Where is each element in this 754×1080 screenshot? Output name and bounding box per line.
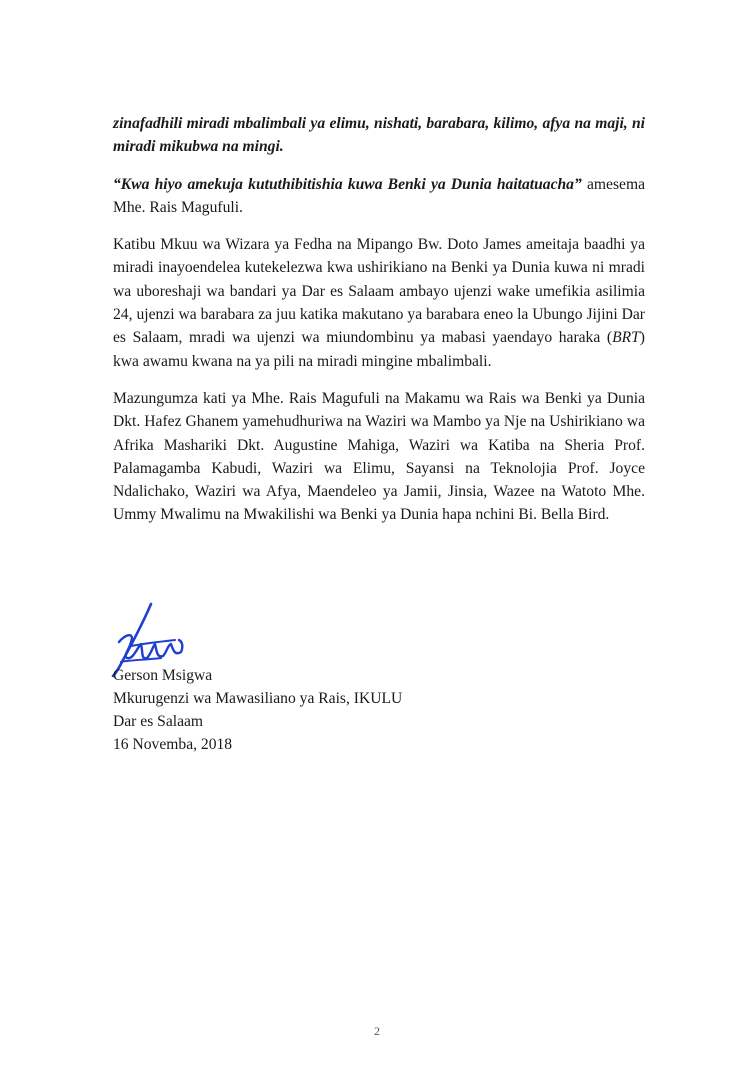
quote-text: “Kwa hiyo amekuja kututhibitishia kuwa Benki ya Dunia haitatuacha” bbox=[113, 175, 582, 193]
paragraph-quote bbox=[113, 173, 645, 220]
projects-text-start: Katibu Mkuu wa Wizara ya Fedha na Mipango Bw. Doto James ameitaja baadhi ya miradi inayoendelea kutekelezwa kwa ushirikiano na Benki ya Dunia kuwa ni mradi wa uboreshaji wa bandari ya Dar es Salaam ambayo ujenzi wake umefikia asilimia 24, ujenzi wa barabara za juu katika makutano ya barabara eneo la Ubungo Jijini Dar es Salaam, mradi wa ujenzi wa miundombinu ya mabasi yaendayo haraka ( bbox=[113, 236, 645, 347]
document-body bbox=[113, 112, 645, 541]
paragraph-projects bbox=[113, 233, 645, 373]
signatory-name: Gerson Msigwa bbox=[113, 667, 213, 684]
signatory-title: Mkurugenzi wa Mawasiliano ya Rais, IKULU bbox=[113, 690, 403, 707]
document-date: 16 Novemba, 2018 bbox=[113, 736, 233, 753]
quote-attribution: amesema Mhe. Rais Magufuli. bbox=[113, 175, 645, 216]
paragraph-funding: zinafadhili miradi mbalimbali ya elimu, nishati, barabara, kilimo, afya na maji, ni miradi mikubwa na mingi. bbox=[113, 115, 645, 156]
signatory-location: Dar es Salaam bbox=[113, 713, 204, 730]
page-number: 2 bbox=[374, 1024, 380, 1038]
projects-text-end: ) kwa awamu kwana na ya pili na miradi mingine mbalimbali. bbox=[113, 329, 645, 370]
brt-abbreviation: BRT bbox=[612, 329, 640, 347]
paragraph-attendees: Mazungumza kati ya Mhe. Rais Magufuli na Makamu wa Rais wa Benki ya Dunia Dkt. Hafez Ghanem yamehudhuriwa na Waziri wa Mambo ya Nje na Ushirikiano wa Afrika Mashariki Dkt. Augustine Mahiga, Waziri wa Katiba na Sheria Prof. Palamagamba Kabudi, Waziri wa Elimu, Sayansi na Teknolojia Prof. Joyce Ndalichako, Waziri wa Afya, Maendeleo ya Jamii, Jinsia, Wazee na Watoto Mhe. Ummy Mwalimu na Mwakilishi wa Benki ya Dunia hapa nchini Bi. Bella Bird. bbox=[113, 389, 645, 524]
signature-details bbox=[113, 664, 402, 756]
